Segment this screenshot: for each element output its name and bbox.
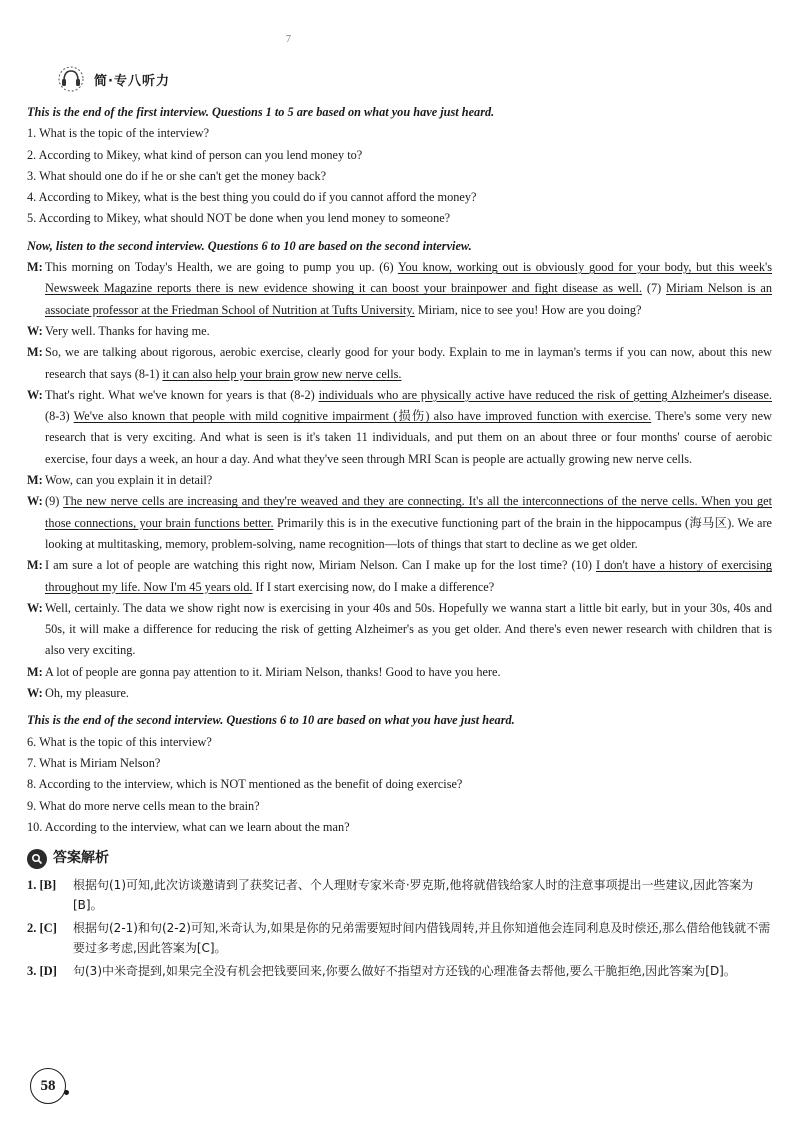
dialogue-line [27, 555, 772, 598]
text-segment: (7) [642, 281, 667, 296]
dialogue-text: Well, certainly. The data we show right now is exercising in your 40s and 50s. Hopefully we wanna start a little bit early, but in your 30s, 40s and 50s, it will make a difference for reducing the risk of getting Alzheimer's as you get older. And there's even newer research with children that is also very exciting. [45, 600, 772, 658]
instruction-second-interview: Now, listen to the second interview. Questions 6 to 10 are based on the second interview. [27, 238, 472, 253]
dialogue-line [27, 321, 772, 342]
question-item: 10. According to the interview, what can we learn about the man? [27, 819, 350, 834]
dialogue-line [27, 491, 772, 555]
page-content [27, 102, 772, 981]
dialogue-line [27, 662, 772, 683]
magnifier-icon [27, 849, 47, 869]
dialogue-line [27, 257, 772, 321]
speaker-label: W: [27, 686, 43, 701]
speaker-label: M: [27, 558, 43, 573]
questions-list-b [27, 732, 772, 838]
dialogue-line [27, 385, 772, 470]
section-header [56, 62, 170, 96]
answer-item [27, 961, 772, 981]
answer-explanation: 根据句(1)可知,此次访谈邀请到了获奖记者、个人理财专家米奇·罗克斯,他将就借钱给家人时的注意事项提出一些建议,因此答案为[B]。 [73, 878, 754, 913]
dialogue [27, 257, 772, 704]
underlined-answer-9: The new nerve cells are increasing and they're weaved and they are connecting. It's all the interconnections of the nerve cells. When you get those connections, your brain functions better. [45, 494, 772, 530]
underlined-answer-10: I don't have a history of exercising throughout my life. Now I'm 45 years old. [45, 558, 772, 594]
page-number-dot [64, 1090, 69, 1095]
text-segment: (9) [45, 494, 64, 509]
instruction-end-first: This is the end of the first interview. Questions 1 to 5 are based on what you have just heard. [27, 105, 495, 119]
question-item: 2. According to Mikey, what kind of person can you lend money to? [27, 147, 363, 162]
dialogue-line [27, 342, 772, 385]
text-segment: Primarily this is in the executive functioning part of the brain in the hippocampus (海马区). We are looking at multitasking, memory, problem-solving, name recognition—lots of things that start to decline as we get older. [45, 515, 772, 551]
speaker-label: W: [27, 387, 43, 402]
question-item: 6. What is the topic of this interview? [27, 734, 212, 749]
dialogue-text [45, 555, 772, 598]
page-number: 58 [30, 1068, 66, 1104]
underlined-answer-7: Miriam Nelson is an associate professor at the Friedman School of Nutrition at Tufts University. [45, 281, 772, 317]
question-item: 5. According to Mikey, what should NOT be done when you lend money to someone? [27, 211, 451, 226]
speaker-label: W: [27, 494, 43, 509]
speaker-label: M: [27, 473, 43, 488]
questions-list-a [27, 123, 772, 229]
answer-explanation: 根据句(2-1)和句(2-2)可知,米奇认为,如果是你的兄弟需要短时间内借钱周转,并且你知道他会连同利息及时偿还,那么借给他钱就不需要过多考虑,因此答案为[C]。 [73, 921, 771, 956]
answers-title: 答案解析 [53, 850, 109, 867]
text-segment: That's right. What we've known for years is that (8-2) [45, 387, 319, 402]
underlined-answer-8-2: individuals who are physically active have reduced the risk of getting Alzheimer's disease. [318, 387, 772, 402]
instruction-end-second: This is the end of the second interview. Questions 6 to 10 are based on what you have just heard. [27, 713, 515, 728]
question-item: 8. According to the interview, which is NOT mentioned as the benefit of doing exercise? [27, 777, 463, 792]
text-segment: This morning on Today's Health, we are going to pump you up. (6) [45, 260, 398, 275]
text-segment: There's some very new research that is very exciting. And what is seen is it's taken 11 individuals, and put them on an about three or four months' course of aerobic exercise, four days a week, an hour a day. And what they've seen through MRI Scan is people are actually growing new nerve cells. [45, 409, 772, 466]
question-item: 7. What is Miriam Nelson? [27, 755, 161, 770]
text-segment: Miriam, nice to see you! How are you doing? [414, 302, 642, 317]
dialogue-text: Very well. Thanks for having me. [45, 323, 210, 338]
answer-number: 1. [B] [27, 878, 57, 893]
answer-number: 3. [D] [27, 964, 57, 979]
text-segment: So, we are talking about rigorous, aerobic exercise, clearly good for your body. Explain to me in layman's terms if you can now, about this new research that says (8-1) [45, 345, 772, 381]
text-segment: (8-3) [45, 409, 74, 424]
speaker-label: M: [27, 664, 43, 679]
dialogue-text: A lot of people are gonna pay attention to it. Miriam Nelson, thanks! Good to have you here. [45, 664, 501, 679]
dialogue-text [45, 491, 772, 555]
speaker-label: M: [27, 260, 43, 275]
dialogue-line [27, 598, 772, 662]
underlined-answer-8-1: it can also help your brain grow new nerve cells. [162, 366, 402, 381]
underlined-answer-8-3: We've also known that people with mild cognitive impairment (损伤) also have improved function with exercise. [73, 409, 652, 424]
dialogue-line [27, 683, 772, 704]
question-item: 3. What should one do if he or she can't get the money back? [27, 168, 327, 183]
answer-item [27, 918, 772, 958]
dialogue-text [45, 257, 772, 321]
speaker-label: W: [27, 323, 43, 338]
question-item: 1. What is the topic of the interview? [27, 126, 210, 141]
speaker-label: M: [27, 345, 43, 360]
text-segment: If I start exercising now, do I make a difference? [252, 579, 495, 594]
page-top-mark: 7 [286, 34, 291, 45]
underlined-answer-6: You know, working out is obviously good for your body, but this week's Newsweek Magazine reports there is new evidence showing it can boost your brainpower and fight disease as well. [45, 260, 772, 296]
dialogue-text [45, 385, 772, 470]
question-item: 4. According to Mikey, what is the best thing you could do if you cannot afford the money? [27, 190, 477, 205]
answers-header [27, 846, 772, 872]
answer-item [27, 875, 772, 915]
dialogue-line [27, 470, 772, 491]
section-title: 简·专八听力 [94, 73, 170, 89]
dialogue-text: Wow, can you explain it in detail? [45, 473, 213, 488]
speaker-label: W: [27, 600, 43, 615]
answer-number: 2. [C] [27, 921, 57, 936]
answer-explanation: 句(3)中米奇提到,如果完全没有机会把钱要回来,你要么做好不指望对方还钱的心理准备去帮他,要么干脆拒绝,因此答案为[D]。 [73, 964, 736, 979]
dialogue-text [45, 342, 772, 385]
headphones-logo-icon [56, 64, 86, 94]
text-segment: I am sure a lot of people are watching this right now, Miriam Nelson. Can I make up for the lost time? (10) [45, 558, 596, 573]
question-item: 9. What do more nerve cells mean to the brain? [27, 798, 260, 813]
dialogue-text: Oh, my pleasure. [45, 686, 130, 701]
